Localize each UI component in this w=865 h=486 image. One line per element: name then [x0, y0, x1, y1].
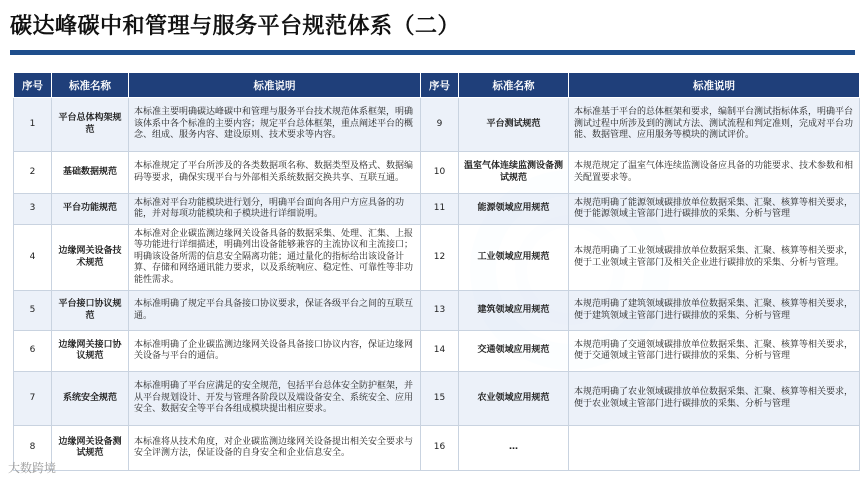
standard-description: 本规范明确了工业领域碳排放单位数据采集、汇聚、核算等相关要求，便于工业领域主管部门及相关企业进行碳排放的采集、分析与管理。 — [569, 225, 860, 291]
row-number: 1 — [14, 98, 52, 152]
standard-name: 边缘网关设备技术规范 — [52, 225, 129, 291]
standard-name: 平台接口协议规范 — [52, 291, 129, 331]
row-number: 10 — [421, 152, 459, 194]
column-header: 标准说明 — [129, 73, 421, 98]
standard-name: 建筑领域应用规范 — [459, 291, 569, 331]
table-row — [14, 225, 860, 291]
standard-name: 基础数据规范 — [52, 152, 129, 194]
standard-description: 本规范规定了温室气体连续监测设备应具备的功能要求、技术参数和相关配置要求等。 — [569, 152, 860, 194]
standard-description: 本标准对平台功能模块进行划分，明确平台面向各用户方应具备的功能，并对每项功能模块和子模块进行详细说明。 — [129, 194, 421, 225]
standard-description — [569, 426, 860, 471]
title-underline — [10, 50, 855, 55]
standard-name: 系统安全规范 — [52, 372, 129, 426]
table-row — [14, 331, 860, 372]
row-number: 15 — [421, 372, 459, 426]
row-number: 3 — [14, 194, 52, 225]
row-number: 7 — [14, 372, 52, 426]
row-number: 16 — [421, 426, 459, 471]
standard-name: 温室气体连续监测设备测试规范 — [459, 152, 569, 194]
standard-name: 工业领域应用规范 — [459, 225, 569, 291]
standard-description: 本标准对企业碳监测边缘网关设备具备的数据采集、处理、汇集、上报等功能进行详细描述，明确列出设备能够兼容的主流协议和主流接口；明确该设备所需的信息安全隔离功能；通过量化的指标给出该设备计算、存储和网络通讯能力要求，以及系统响应、稳定性、可靠性等非功能性需求。 — [129, 225, 421, 291]
standards-table — [13, 72, 860, 471]
column-header: 序号 — [14, 73, 52, 98]
standard-description: 本标准基于平台的总体框架和要求，编制平台测试指标体系，明确平台测试过程中所涉及到的测试方法、测试流程和判定准则，完成对平台功能、数据管理、应用服务等模块的测试评价。 — [569, 98, 860, 152]
row-number: 4 — [14, 225, 52, 291]
row-number: 14 — [421, 331, 459, 372]
standard-description: 本标准将从技术角度，对企业碳监测边缘网关设备提出相关安全要求与安全评测方法，保证设备的自身安全和企业信息安全。 — [129, 426, 421, 471]
footer-logo: 大数跨境 — [8, 461, 57, 475]
column-header: 序号 — [421, 73, 459, 98]
row-number: 6 — [14, 331, 52, 372]
row-number: 12 — [421, 225, 459, 291]
table-row — [14, 194, 860, 225]
standard-description: 本标准明确了规定平台具备接口协议要求，保证各级平台之间的互联互通。 — [129, 291, 421, 331]
table-row — [14, 426, 860, 471]
standard-description: 本规范明确了能源领域碳排放单位数据采集、汇聚、核算等相关要求，便于能源领域主管部门进行碳排放的采集、分析与管理 — [569, 194, 860, 225]
standard-description: 本规范明确了建筑领域碳排放单位数据采集、汇聚、核算等相关要求，便于建筑领域主管部门进行碳排放的采集、分析与管理 — [569, 291, 860, 331]
row-number: 8 — [14, 426, 52, 471]
column-header: 标准说明 — [569, 73, 860, 98]
standard-name: 农业领域应用规范 — [459, 372, 569, 426]
standard-description: 本规范明确了农业领域碳排放单位数据采集、汇聚、核算等相关要求，便于农业领域主管部门进行碳排放的采集、分析与管理 — [569, 372, 860, 426]
table-header-row — [14, 73, 860, 98]
column-header: 标准名称 — [52, 73, 129, 98]
standard-name: 边缘网关设备测试规范 — [52, 426, 129, 471]
row-number: 2 — [14, 152, 52, 194]
standard-description: 本标准主要明确碳达峰碳中和管理与服务平台技术规范体系框架，明确该体系中各个标准的主要内容；规定平台总体框架，重点阐述平台的概念、组成、服务内容、建设原则、技术要求等内容。 — [129, 98, 421, 152]
column-header: 标准名称 — [459, 73, 569, 98]
row-number: 11 — [421, 194, 459, 225]
standard-description: 本标准明确了平台应满足的安全规范，包括平台总体安全防护框架，并从平台规划设计、开发与管理各阶段以及端设备安全、系统安全、应用安全、数据安全等平台各组成模块提出相应要求。 — [129, 372, 421, 426]
standard-description: 本规范明确了交通领域碳排放单位数据采集、汇聚、核算等相关要求，便于交通领域主管部门进行碳排放的采集、分析与管理 — [569, 331, 860, 372]
table-row — [14, 372, 860, 426]
standard-name: 能源领域应用规范 — [459, 194, 569, 225]
standard-name: 平台测试规范 — [459, 98, 569, 152]
standard-name: … — [459, 426, 569, 471]
standard-description: 本标准明确了企业碳监测边缘网关设备具备接口协议内容，保证边缘网关设备与平台的通信。 — [129, 331, 421, 372]
table-row — [14, 152, 860, 194]
table-row — [14, 98, 860, 152]
standard-name: 平台总体构架规范 — [52, 98, 129, 152]
table-row — [14, 291, 860, 331]
page-title: 碳达峰碳中和管理与服务平台规范体系（二） — [10, 14, 461, 39]
standard-description: 本标准规定了平台所涉及的各类数据项名称、数据类型及格式、数据编码等要求，确保实现平台与外部相关系统数据交换共享、互联互通。 — [129, 152, 421, 194]
standard-name: 交通领域应用规范 — [459, 331, 569, 372]
standard-name: 平台功能规范 — [52, 194, 129, 225]
row-number: 13 — [421, 291, 459, 331]
row-number: 9 — [421, 98, 459, 152]
standard-name: 边缘网关接口协议规范 — [52, 331, 129, 372]
row-number: 5 — [14, 291, 52, 331]
